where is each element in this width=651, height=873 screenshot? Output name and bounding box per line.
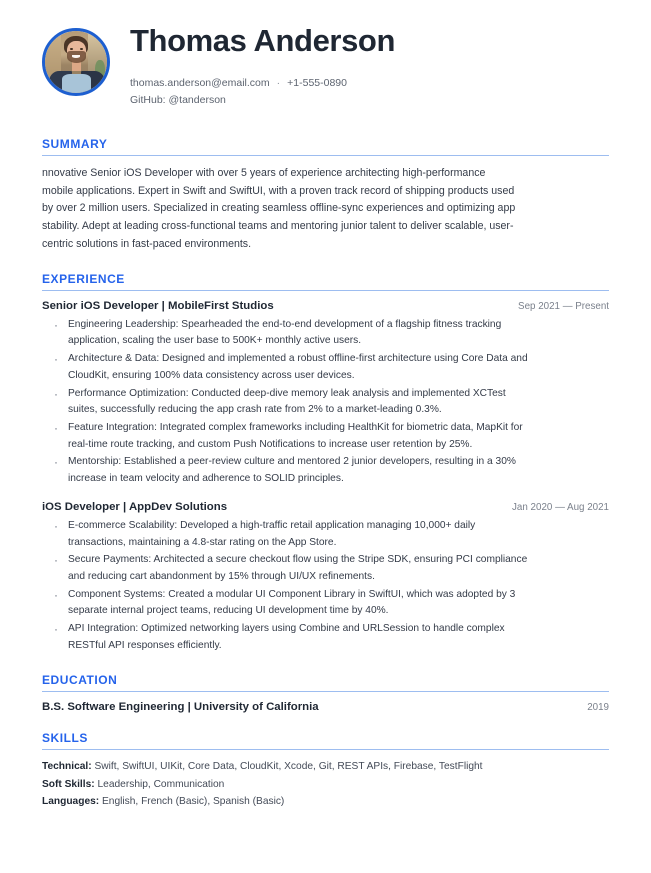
- job-bullet-list: [42, 317, 609, 488]
- job-bullet: · Component Systems: Created a modular UI Component Library in SwiftUI, which was adopted by 3 separate internal project teams, reducing UI development time by 40%.: [42, 587, 532, 620]
- summary-paragraph: nnovative Senior iOS Developer with over 5 years of experience architecting high-performance mobile applications. Expert in Swift and SwiftUI, with a proven track record of shipping products used by over 2 million users. Specialized in creating seamless offline-sync experiences and optimizing app stability. Adept at leading cross-functional teams and mentoring junior talent to deliver scalable, user-centric solutions in fast-paced environments.: [42, 166, 516, 250]
- photo-eye-right: [80, 48, 83, 50]
- education-year: 2019: [587, 701, 609, 713]
- section-skills: [42, 731, 609, 812]
- skill-value: English, French (Basic), Spanish (Basic): [102, 796, 285, 808]
- contact-line-github: GitHub: @tanderson: [130, 93, 226, 106]
- section-experience: [42, 272, 609, 655]
- contact-separator-dot: ·: [276, 76, 281, 89]
- candidate-name: Thomas Anderson: [130, 23, 395, 58]
- job-title: Senior iOS Developer | MobileFirst Studios: [42, 299, 274, 312]
- job-title: iOS Developer | AppDev Solutions: [42, 500, 228, 513]
- experience-entry: [42, 501, 609, 655]
- skill-row-technical: [42, 759, 512, 776]
- job-dates: Jan 2020 — Aug 2021: [512, 501, 609, 513]
- phone-text: +1-555-0890: [287, 76, 347, 89]
- section-title-summary: SUMMARY: [42, 137, 609, 156]
- job-bullet: · Secure Payments: Architected a secure checkout flow using the Stripe SDK, ensuring PCI compliance and reducing cart abandonment by 15% through UI/UX refinements.: [42, 552, 532, 585]
- section-title-experience: EXPERIENCE: [42, 272, 609, 291]
- resume-header: [42, 22, 609, 119]
- skill-value: Swift, SwiftUI, UIKit, Core Data, CloudKit, Xcode, Git, REST APIs, Firebase, TestFlight: [94, 760, 483, 772]
- avatar-photo: [45, 31, 107, 93]
- header-text-block: [130, 22, 395, 109]
- job-bullet: · Engineering Leadership: Spearheaded the end-to-end development of a flagship fitness tracking application, scaling the user base to 500K+ monthly active users.: [42, 317, 532, 350]
- skill-row-soft-skills: [42, 777, 512, 794]
- avatar: [42, 28, 110, 96]
- job-bullet: · Performance Optimization: Conducted deep-dive memory leak analysis and implemented XCTest suites, successfully reducing the app crash rate from 2% to a market-leading 0.3%.: [42, 386, 532, 419]
- photo-eye-left: [70, 48, 73, 50]
- section-summary: [42, 137, 609, 254]
- job-bullet: · API Integration: Optimized networking layers using Combine and URLSession to handle complex RESTful API responses efficiently.: [42, 621, 532, 654]
- skill-label: Technical:: [42, 760, 92, 772]
- job-bullet: · Architecture & Data: Designed and implemented a robust offline-first architecture using Core Data and CloudKit, ensuring 100% data consistency across user devices.: [42, 351, 532, 384]
- job-bullet: · E-commerce Scalability: Developed a high-traffic retail application managing 10,000+ daily transactions, maintaining a 4.8-star rating on the App Store.: [42, 518, 532, 551]
- experience-entry-header: [42, 300, 609, 312]
- experience-entry: [42, 300, 609, 488]
- education-entry: [42, 701, 609, 713]
- skill-value: Leadership, Communication: [97, 778, 225, 790]
- job-dates: Sep 2021 — Present: [518, 300, 609, 312]
- job-bullet-list: [42, 518, 609, 655]
- job-bullet: · Mentorship: Established a peer-review culture and mentored 2 junior developers, resulting in a 30% increase in team velocity and adherence to SOLID principles.: [42, 454, 532, 487]
- section-education: [42, 673, 609, 713]
- skill-label: Languages:: [42, 796, 100, 808]
- photo-shirt: [62, 74, 91, 93]
- section-title-education: EDUCATION: [42, 673, 609, 692]
- job-bullet: · Feature Integration: Integrated complex frameworks including HealthKit for biometric data, MapKit for real-time route tracking, and custom Push Notifications to increase user retention by 25%.: [42, 420, 532, 453]
- contact-line-primary: [130, 75, 395, 92]
- section-title-skills: SKILLS: [42, 731, 609, 750]
- skill-label: Soft Skills:: [42, 778, 95, 790]
- skill-row-languages: [42, 794, 512, 811]
- experience-entry-header: [42, 501, 609, 513]
- education-degree: B.S. Software Engineering | University of California: [42, 700, 319, 713]
- email-text: thomas.anderson@email.com: [130, 76, 270, 89]
